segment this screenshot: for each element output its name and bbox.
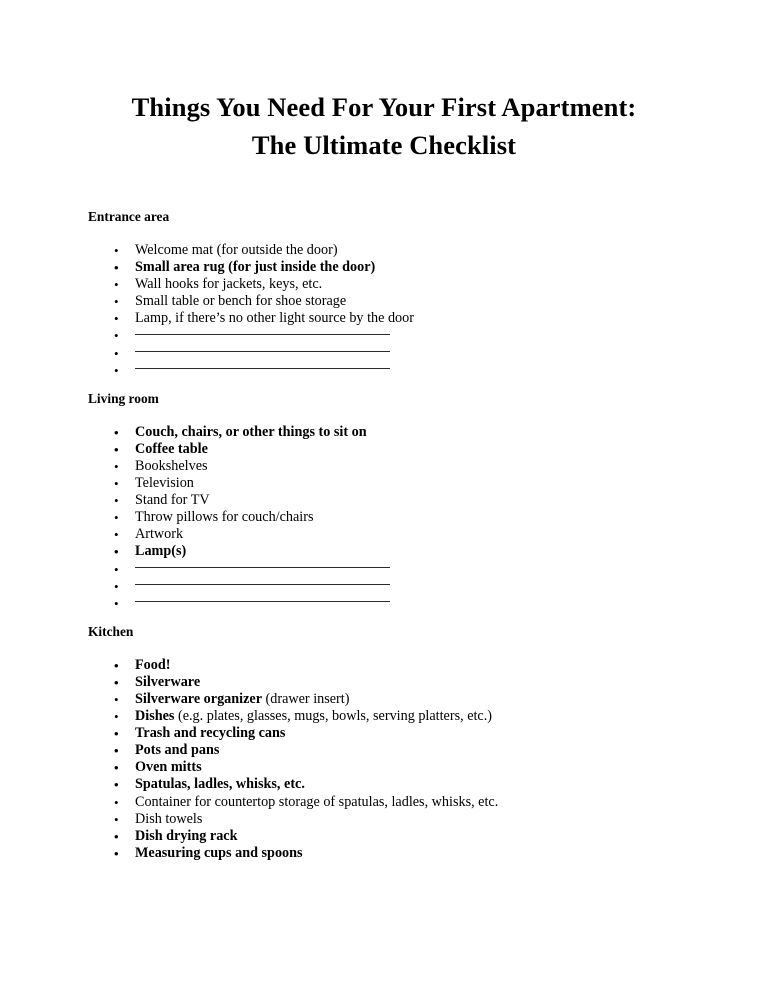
write-in-rule[interactable] xyxy=(135,584,390,585)
checklist-item-label: Pots and pans xyxy=(135,742,220,759)
checklist-item[interactable] xyxy=(88,776,688,793)
checklist-item-label: Welcome mat (for outside the door) xyxy=(135,242,338,258)
checklist-item[interactable] xyxy=(88,845,688,862)
checklist-item[interactable] xyxy=(88,794,688,811)
checklist-item-label: Dish drying rack xyxy=(135,827,238,844)
checklist-item[interactable] xyxy=(88,543,688,560)
checklist-item[interactable] xyxy=(88,424,688,441)
spacer xyxy=(88,225,688,242)
checklist-item-label: Dish towels xyxy=(135,810,203,827)
checklist-blank-line[interactable] xyxy=(88,578,688,595)
write-in-rule[interactable] xyxy=(135,351,390,352)
checklist-item-label: Lamp, if there’s no other light source by the door xyxy=(135,310,414,327)
page-title-line-1: Things You Need For Your First Apartment: xyxy=(131,92,637,122)
checklist-item[interactable] xyxy=(88,458,688,475)
checklist-blank-line[interactable] xyxy=(88,327,688,344)
checklist-item[interactable] xyxy=(88,310,688,327)
checklist-item-label: Food! xyxy=(135,656,171,673)
checklist-item[interactable] xyxy=(88,276,688,293)
checklist-item[interactable] xyxy=(88,811,688,828)
checklist-item[interactable] xyxy=(88,742,688,759)
checklist-item-note: (drawer insert) xyxy=(262,690,350,707)
page-title xyxy=(0,88,768,164)
checklist-item-label: Throw pillows for couch/chairs xyxy=(135,509,314,526)
checklist-item-label: Bookshelves xyxy=(135,457,208,474)
checklist-item-note: (e.g. plates, glasses, mugs, bowls, serving platters, etc.) xyxy=(174,708,492,725)
checklist-item[interactable] xyxy=(88,475,688,492)
checklist-item-label: Spatulas, ladles, whisks, etc. xyxy=(135,776,305,793)
checklist-section xyxy=(88,208,688,390)
checklist-item-label: Wall hooks for jackets, keys, etc. xyxy=(135,276,323,293)
checklist-item-label: Stand for TV xyxy=(135,492,210,509)
checklist-item-label: Silverware xyxy=(135,673,201,690)
checklist-item[interactable] xyxy=(88,725,688,742)
section-heading: Kitchen xyxy=(88,623,134,639)
checklist-item-label: Silverware organizer xyxy=(135,690,262,707)
checklist-item[interactable] xyxy=(88,293,688,310)
write-in-rule[interactable] xyxy=(135,567,390,568)
checklist-item-label: Trash and recycling cans xyxy=(135,725,286,742)
checklist-item[interactable] xyxy=(88,441,688,458)
checklist-item-label: Lamp(s) xyxy=(135,543,187,560)
spacer xyxy=(88,407,688,424)
checklist-item[interactable] xyxy=(88,259,688,276)
checklist-item[interactable] xyxy=(88,828,688,845)
checklist-blank-line[interactable] xyxy=(88,595,688,612)
checklist-item-label: Container for countertop storage of spatulas, ladles, whisks, etc. xyxy=(135,793,499,810)
spacer xyxy=(88,612,688,623)
checklist-item-label: Television xyxy=(135,475,194,492)
write-in-rule[interactable] xyxy=(135,601,390,602)
checklist-blank-line[interactable] xyxy=(88,345,688,362)
checklist-items xyxy=(88,657,688,862)
checklist-item-label: Dishes xyxy=(135,708,175,725)
spacer xyxy=(88,640,688,657)
spacer xyxy=(88,379,688,390)
checklist-item[interactable] xyxy=(88,708,688,725)
checklist-item-label: Small area rug (for just inside the door) xyxy=(135,259,376,276)
section-heading: Entrance area xyxy=(88,209,170,224)
checklist-body xyxy=(88,208,688,862)
checklist-blank-line[interactable] xyxy=(88,362,688,379)
checklist-item-label: Couch, chairs, or other things to sit on xyxy=(135,423,367,440)
checklist-item[interactable] xyxy=(88,242,688,259)
checklist-blank-line[interactable] xyxy=(88,561,688,578)
page-title-line-2: The Ultimate Checklist xyxy=(251,130,517,160)
checklist-section xyxy=(88,623,688,862)
checklist-item[interactable] xyxy=(88,674,688,691)
checklist-item[interactable] xyxy=(88,526,688,543)
write-in-rule[interactable] xyxy=(135,334,390,335)
checklist-item[interactable] xyxy=(88,759,688,776)
checklist-item-label: Coffee table xyxy=(135,440,208,457)
checklist-item[interactable] xyxy=(88,492,688,509)
checklist-items xyxy=(88,424,688,612)
section-heading: Living room xyxy=(88,390,159,406)
checklist-item[interactable] xyxy=(88,509,688,526)
checklist-items xyxy=(88,242,688,379)
write-in-rule[interactable] xyxy=(135,368,390,369)
checklist-item-label: Small table or bench for shoe storage xyxy=(135,293,347,310)
checklist-section xyxy=(88,390,688,623)
checklist-item[interactable] xyxy=(88,657,688,674)
checklist-item-label: Oven mitts xyxy=(135,759,202,776)
checklist-item[interactable] xyxy=(88,691,688,708)
checklist-item-label: Measuring cups and spoons xyxy=(135,844,303,861)
checklist-item-label: Artwork xyxy=(135,526,184,543)
